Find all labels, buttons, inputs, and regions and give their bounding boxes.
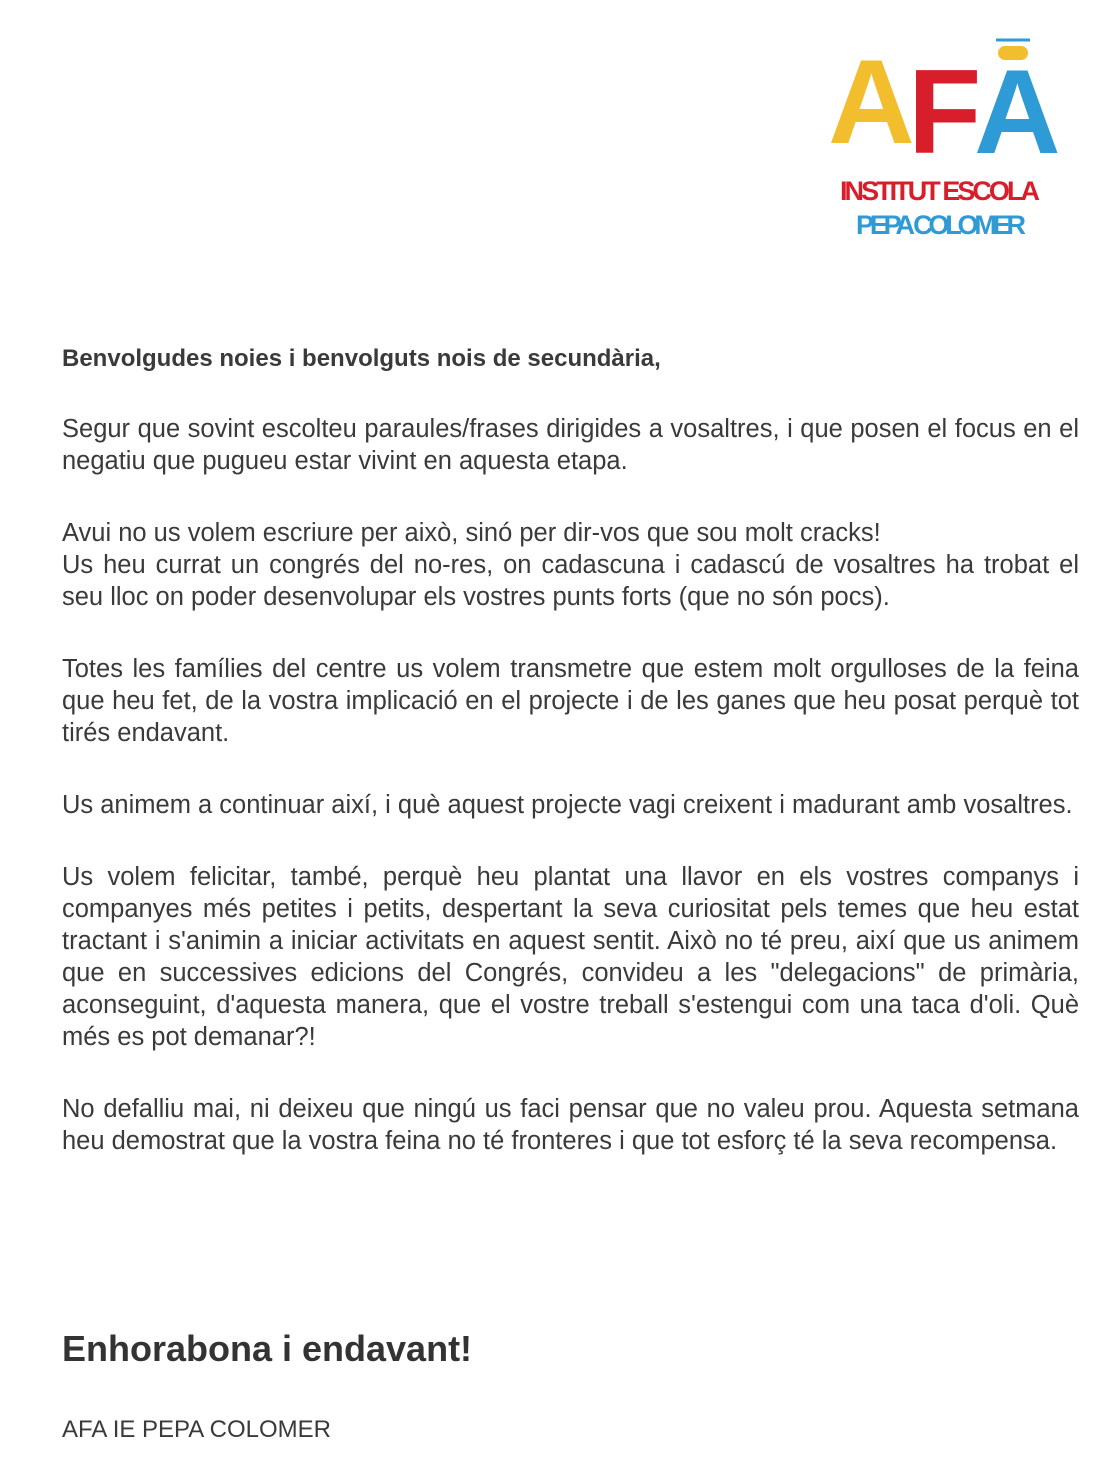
greeting: Benvolgudes noies i benvolguts nois de secundària, (62, 345, 661, 372)
paragraph-text: Totes les famílies del centre us volem transmetre que estem molt orgulloses de la feina que heu fet, de la vostra implicació en el projecte i de les ganes que heu posat perquè tot tirés endavant. (62, 655, 1079, 747)
paragraph-text: Us volem felicitar, també, perquè heu plantat una llavor en els vostres companys i companyes més petites i petits, despertant la seva curiositat pels temes que heu estat tractant i s'animin a iniciar activitats en aquest sentit. Això no té preu, així que us animem que en successives edicions del Congrés, convideu a les "delegacions" de primària, aconseguint, d'aquesta manera, que el vostre treball s'estengui com una taca d'oli. Què més es pot demanar?! (62, 863, 1079, 1051)
paragraph-4 (62, 789, 1079, 821)
logo-letter-a1: A (828, 35, 915, 169)
paragraph-text: Us heu currat un congrés del no-res, on cadascuna i cadascú de vosaltres ha trobat el seu lloc on poder desenvolupar els vostres punts forts (que no són pocs). (62, 551, 1079, 611)
paragraph-text: Avui no us volem escriure per això, sinó per dir-vos que sou molt cracks! (62, 519, 881, 547)
paragraph-1 (62, 413, 1079, 477)
paragraph-text: No defalliu mai, ni deixeu que ningú us faci pensar que no valeu prou. Aquesta setmana heu demostrat que la vostra feina no té fronteres i que tot esforç té la seva recompensa. (62, 1095, 1079, 1155)
paragraph-text: Us animem a continuar així, i què aquest projecte vagi creixent i madurant amb vosaltres. (62, 791, 1073, 819)
paragraph-3 (62, 653, 1079, 749)
paragraph-text: Segur que sovint escolteu paraules/frases dirigides a vosaltres, i que posen el focus en el negatiu que pugueu estar vivint en aquesta etapa. (62, 415, 1079, 475)
paragraph-5 (62, 861, 1079, 1053)
logo-letter-a2: A (974, 45, 1061, 179)
logo-line1: INSTITUT ESCOLA (840, 176, 1040, 206)
closing-heading: Enhorabona i endavant! (62, 1328, 473, 1369)
paragraph-2 (62, 517, 1079, 613)
letter-body (62, 343, 1079, 1197)
signature: AFA IE PEPA COLOMER (62, 1416, 331, 1443)
logo-letter-f: F (908, 45, 982, 179)
logo-line2: PEPA COLOMER (856, 210, 1026, 240)
afa-logo (826, 28, 1066, 243)
paragraph-6 (62, 1093, 1079, 1157)
